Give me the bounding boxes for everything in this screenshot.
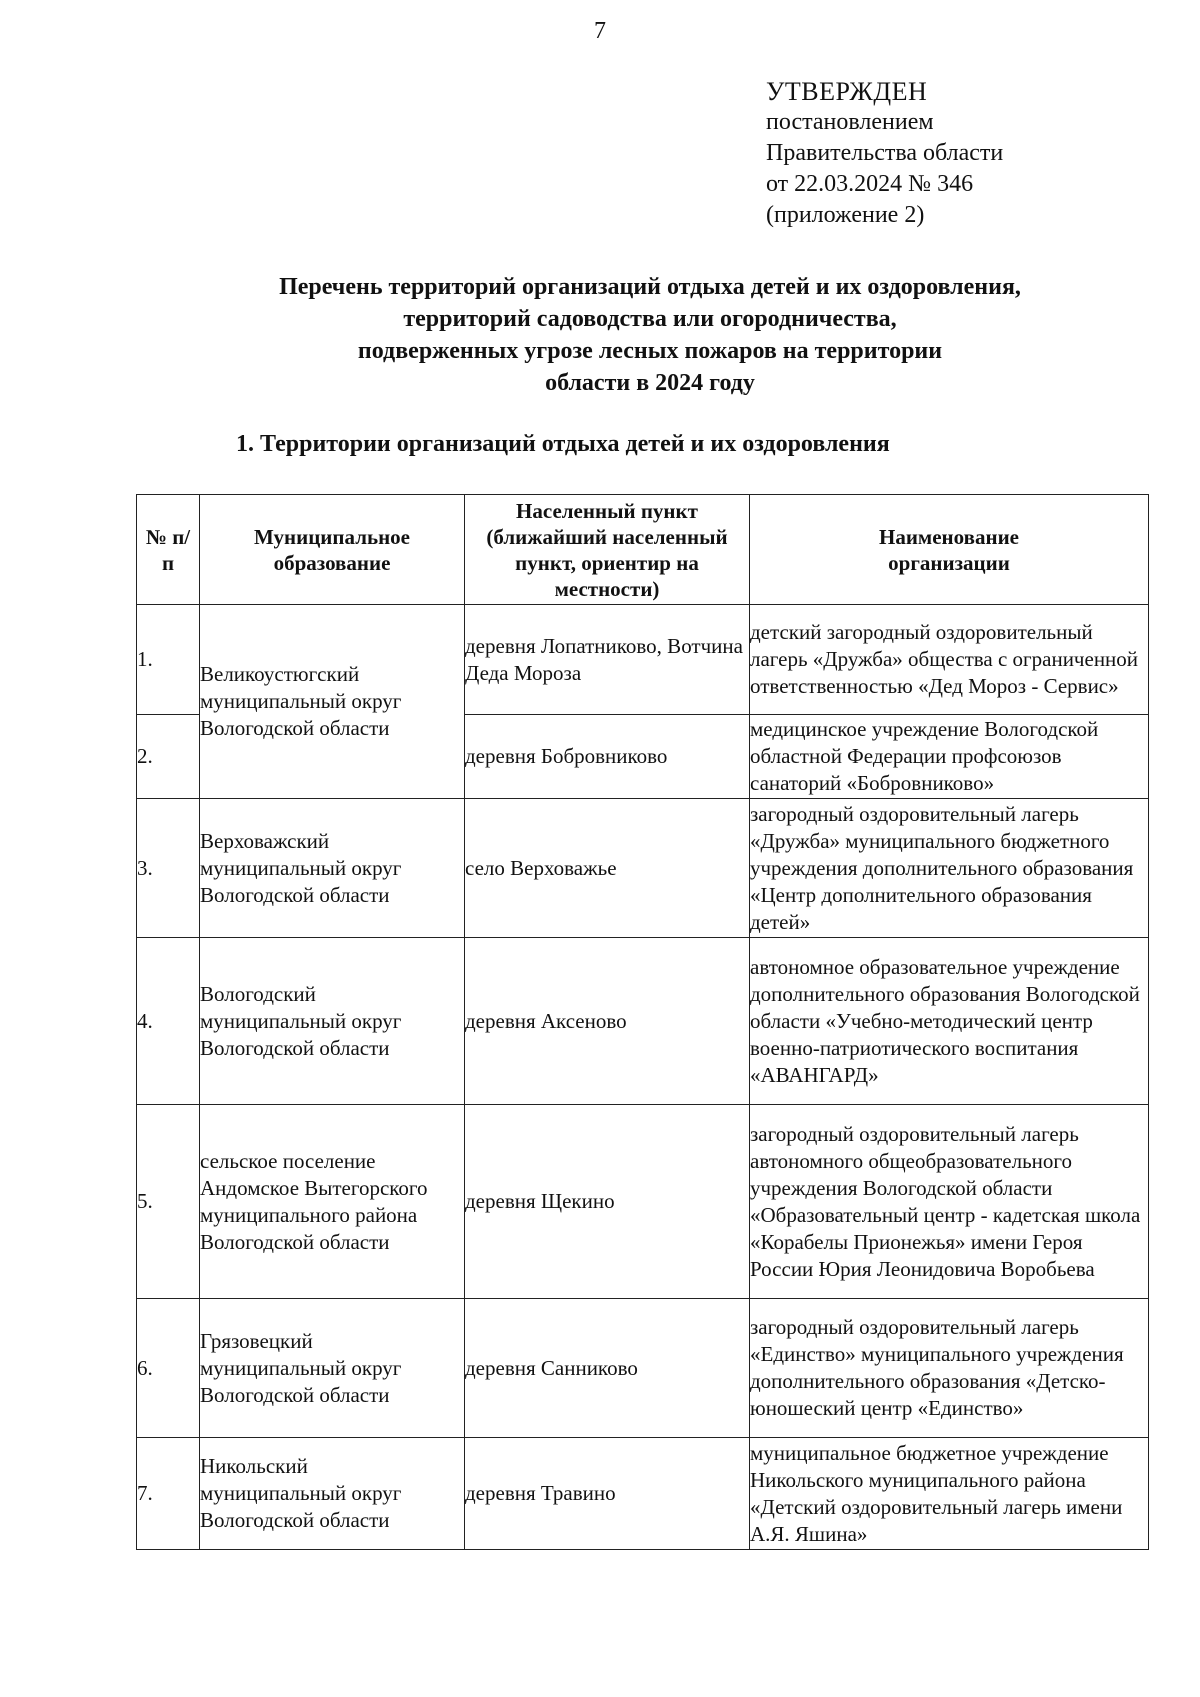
row-municipality: Вологодский муниципальный округ Вологодской области: [200, 938, 465, 1105]
row-municipality: Грязовецкий муниципальный округ Вологодской области: [200, 1299, 465, 1438]
row-organization: детский загородный оздоровительный лагерь «Дружба» общества с ограниченной ответственностью «Дед Мороз - Сервис»: [750, 605, 1149, 715]
header-locality: Населенный пункт (ближайший населенный пункт, ориентир на местности): [465, 495, 750, 605]
header-municipality: Муниципальное образование: [200, 495, 465, 605]
table-row: [137, 1105, 1149, 1299]
row-locality: деревня Аксеново: [465, 938, 750, 1105]
page-number: 7: [594, 18, 606, 44]
organizations-table: [136, 494, 1149, 1550]
table-row: [137, 1438, 1149, 1550]
table-header-row: [137, 495, 1149, 605]
row-number: 4.: [137, 938, 200, 1105]
row-locality: село Верховажье: [465, 799, 750, 938]
row-organization: загородный оздоровительный лагерь «Единство» муниципального учреждения дополнительного образования «Детско-юношеский центр «Единство»: [750, 1299, 1149, 1438]
row-number: 5.: [137, 1105, 200, 1299]
approval-block: [766, 76, 1003, 231]
table-row: [137, 799, 1149, 938]
row-municipality: сельское поселение Андомское Вытегорского муниципального района Вологодской области: [200, 1105, 465, 1299]
approval-line: от 22.03.2024 № 346: [766, 171, 974, 197]
document-title: [160, 271, 1140, 399]
title-line: Перечень территорий организаций отдыха детей и их оздоровления,: [279, 274, 1021, 300]
row-organization: автономное образовательное учреждение дополнительного образования Вологодской области «Учебно-методический центр военно-патриотического воспитания «АВАНГАРД»: [750, 938, 1149, 1105]
row-municipality: Верховажский муниципальный округ Вологодской области: [200, 799, 465, 938]
table-row: [137, 1299, 1149, 1438]
approval-title: УТВЕРЖДЕН: [766, 77, 928, 106]
title-line: территорий садоводства или огородничества,: [403, 306, 897, 332]
row-organization: муниципальное бюджетное учреждение Никольского муниципального района «Детский оздоровительный лагерь имени А.Я. Яшина»: [750, 1438, 1149, 1550]
row-number: 7.: [137, 1438, 200, 1550]
row-number: 6.: [137, 1299, 200, 1438]
table-row: [137, 938, 1149, 1105]
row-organization: загородный оздоровительный лагерь автономного общеобразовательного учреждения Вологодской области «Образовательный центр - кадетская школа «Корабелы Прионежья» имени Героя России Юрия Леонидовича Воробьева: [750, 1105, 1149, 1299]
row-locality: деревня Бобровниково: [465, 715, 750, 799]
row-municipality: Великоустюгский муниципальный округ Вологодской области: [200, 605, 465, 799]
section-heading: 1. Территории организаций отдыха детей и их оздоровления: [236, 431, 890, 457]
table-row: [137, 605, 1149, 715]
row-number: 2.: [137, 715, 200, 799]
row-organization: загородный оздоровительный лагерь «Дружба» муниципального бюджетного учреждения дополнительного образования «Центр дополнительного образования детей»: [750, 799, 1149, 938]
header-number: № п/п: [137, 495, 200, 605]
title-line: области в 2024 году: [545, 370, 755, 396]
row-municipality: Никольский муниципальный округ Вологодской области: [200, 1438, 465, 1550]
row-organization: медицинское учреждение Вологодской областной Федерации профсоюзов санаторий «Бобровниково»: [750, 715, 1149, 799]
approval-line: (приложение 2): [766, 202, 925, 228]
row-locality: деревня Щекино: [465, 1105, 750, 1299]
approval-line: постановлением: [766, 109, 934, 135]
row-locality: деревня Санниково: [465, 1299, 750, 1438]
title-line: подверженных угрозе лесных пожаров на территории: [357, 338, 943, 364]
row-locality: деревня Травино: [465, 1438, 750, 1550]
row-number: 1.: [137, 605, 200, 715]
row-number: 3.: [137, 799, 200, 938]
row-locality: деревня Лопатниково, Вотчина Деда Мороза: [465, 605, 750, 715]
approval-line: Правительства области: [766, 140, 1004, 166]
header-organization: Наименование организации: [750, 495, 1149, 605]
